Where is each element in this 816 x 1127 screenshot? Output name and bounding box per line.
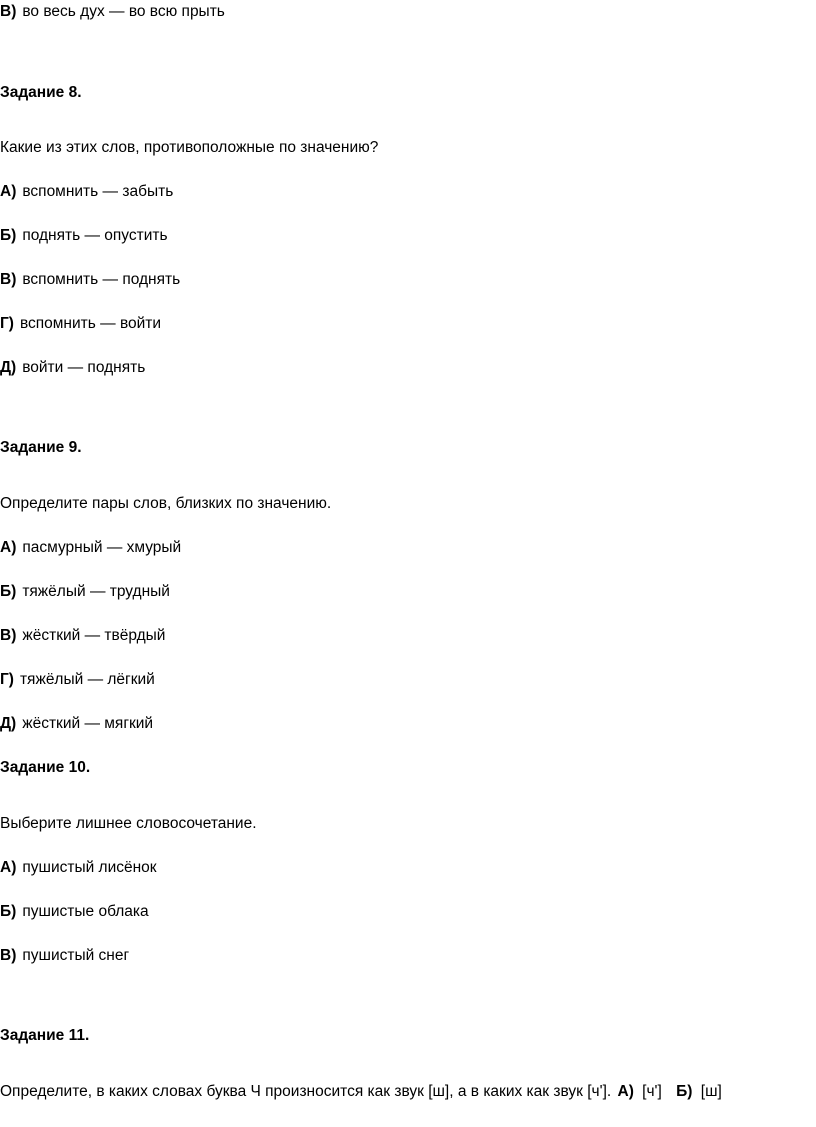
task-8-option-v [0,270,180,290]
option-text: вспомнить — забыть [22,183,174,200]
option-letter: А) [0,539,17,556]
option-text: [ш] [700,1083,722,1100]
task-9-title: Задание 9. [0,439,82,456]
task-11-question: Определите, в каких словах буква Ч произносится как звук [ш], а в каких как звук [ч']. [0,1083,612,1100]
task-8-option-d [0,358,145,378]
task-10-option-a [0,858,157,878]
option-v-prev [0,2,225,22]
task-8-question: Какие из этих слов, противоположные по значению? [0,139,379,156]
option-letter: А) [0,859,17,876]
option-letter: В) [0,271,17,288]
option-letter: В) [0,947,17,964]
option-letter: Б) [676,1083,693,1100]
option-text: во весь дух — во всю прыть [22,3,225,20]
option-letter: В) [0,627,17,644]
task-10-option-b [0,902,149,922]
option-letter: Г) [0,671,14,688]
option-letter: А) [0,183,17,200]
task-9-question: Определите пары слов, близких по значению. [0,495,332,512]
option-text: пушистые облака [22,903,149,920]
task-11-title: Задание 11. [0,1027,90,1044]
task-9-option-b [0,582,170,602]
option-text: вспомнить — поднять [22,271,181,288]
option-letter: Г) [0,315,14,332]
option-text: войти — поднять [22,359,146,376]
task-8-option-b [0,226,168,246]
option-text: пушистый лисёнок [22,859,157,876]
option-text: [ч'] [642,1083,662,1100]
option-text: жёсткий — твёрдый [22,627,166,644]
option-letter: Б) [0,903,17,920]
option-text: тяжёлый — лёгкий [19,671,155,688]
option-letter: В) [0,3,17,20]
task-11-question-line [0,1082,722,1102]
option-text: вспомнить — войти [19,315,162,332]
option-letter: Д) [0,715,17,732]
task-10-question: Выберите лишнее словосочетание. [0,815,257,832]
option-text: пушистый снег [22,947,130,964]
option-letter: Б) [0,583,17,600]
task-9-option-a [0,538,181,558]
option-text: пасмурный — хмурый [22,539,182,556]
option-letter: Д) [0,359,17,376]
task-9-option-v [0,626,165,646]
option-letter: А) [617,1083,634,1100]
task-9-option-d [0,714,153,734]
task-8-option-a [0,182,173,202]
task-9-option-g [0,670,155,690]
task-10-title: Задание 10. [0,759,91,776]
option-text: поднять — опустить [22,227,168,244]
option-text: жёсткий — мягкий [22,715,154,732]
option-letter: Б) [0,227,17,244]
task-8-title: Задание 8. [0,84,82,101]
option-text: тяжёлый — трудный [22,583,170,600]
task-8-option-g [0,314,161,334]
task-10-option-v [0,946,129,966]
